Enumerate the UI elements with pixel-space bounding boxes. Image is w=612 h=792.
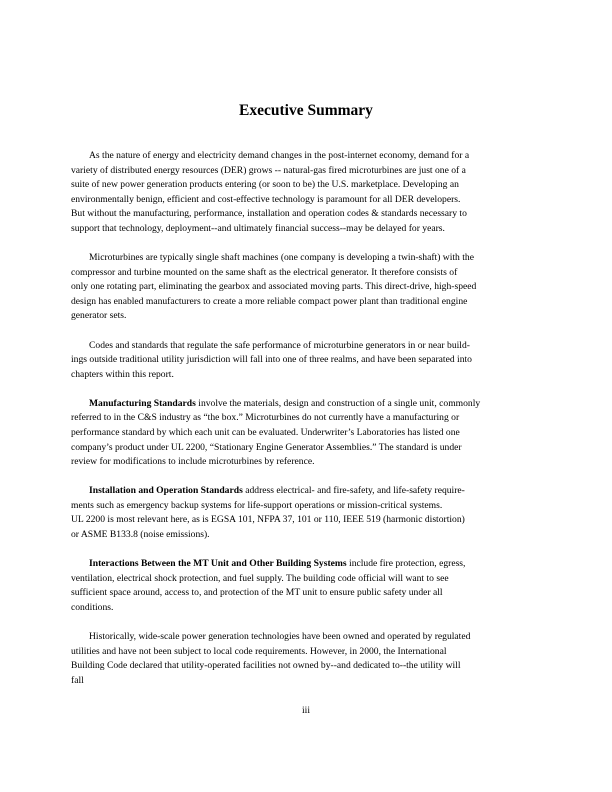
paragraph-lead-heading: Installation and Operation Standards — [89, 485, 243, 497]
paragraph-installation-operation-standards — [71, 484, 541, 542]
paragraph-line: Building Code declared that utility-operated facilities not owned by--and dedicated to--the utility will — [71, 660, 461, 672]
document-body — [71, 149, 541, 703]
paragraph-line: Historically, wide-scale power generation technologies have been owned and operated by regulated — [89, 631, 471, 643]
paragraph-3 — [71, 339, 541, 383]
paragraph-line: variety of distributed energy resources (DER) grows -- natural-gas fired microturbines are just one of a — [71, 164, 466, 176]
paragraph-line: conditions. — [71, 601, 114, 613]
paragraph-line: company’s product under UL 2200, “Stationary Engine Generator Assemblies.” The standard is under — [71, 441, 462, 453]
paragraph-line: ventilation, electrical shock protection, and fuel supply. The building code official will want to see — [71, 572, 449, 584]
paragraph-manufacturing-standards — [71, 397, 541, 470]
paragraph-line: Microturbines are typically single shaft machines (one company is developing a twin-shaft) with the — [89, 252, 474, 264]
paragraph-line: chapters within this report. — [71, 368, 174, 380]
paragraph-line: UL 2200 is most relevant here, as is EGSA 101, NFPA 37, 101 or 110, IEEE 519 (harmonic distortion) — [71, 514, 465, 526]
paragraph-line: only one rotating part, eliminating the gearbox and associated moving parts. This direct-drive, high-speed — [71, 281, 477, 293]
page-number: iii — [302, 705, 310, 716]
paragraph-line: sufficient space around, access to, and protection of the MT unit to ensure public safety under all — [71, 587, 443, 599]
paragraph-2 — [71, 251, 541, 324]
paragraph-line: fall — [71, 674, 84, 686]
paragraph-line: ings outside traditional utility jurisdiction will fall into one of three realms, and have been separated into — [71, 354, 472, 366]
paragraph-line: utilities and have not been subject to local code requirements. However, in 2000, the International — [71, 645, 447, 657]
paragraph-line: ments such as emergency backup systems for life-support operations or mission-critical systems. — [71, 499, 443, 511]
paragraph-line: suite of new power generation products entering (or soon to be) the U.S. marketplace. Developing an — [71, 179, 459, 191]
paragraph-interactions — [71, 557, 541, 615]
document-page — [71, 0, 541, 792]
paragraph-line: involve the materials, design and construction of a single unit, commonly — [195, 397, 481, 409]
paragraph-line: performance standard by which each unit can be evaluated. Underwriter’s Laboratories has listed one — [71, 427, 460, 438]
paragraph-line: Codes and standards that regulate the safe performance of microturbine generators in or near build- — [89, 339, 470, 351]
paragraph-line: generator sets. — [71, 310, 127, 322]
paragraph-line: include fire protection, egress, — [346, 558, 466, 570]
paragraph-lead-heading: Interactions Between the MT Unit and Other Building Systems — [89, 558, 347, 570]
paragraph-line: But without the manufacturing, performance, installation and operation codes & standards necessary to — [71, 208, 467, 220]
paragraph-line: design has enabled manufacturers to create a more reliable compact power plant than traditional engine — [71, 295, 468, 307]
paragraph-line: referred to in the C&S industry as “the box.” Microturbines do not currently have a manufacturing or — [71, 412, 460, 424]
paragraph-line: As the nature of energy and electricity demand changes in the post-internet economy, demand for a — [89, 150, 470, 161]
paragraph-line: review for modifications to include microturbines by reference. — [71, 456, 315, 468]
paragraph-line: address electrical- and fire-safety, and life-safety require- — [242, 485, 465, 497]
paragraph-lead-heading: Manufacturing Standards — [89, 397, 196, 409]
paragraph-line: compressor and turbine mounted on the same shaft as the electrical generator. It therefore consists of — [71, 266, 458, 278]
page-title: Executive Summary — [239, 102, 373, 119]
paragraph-1 — [71, 149, 541, 237]
paragraph-7 — [71, 630, 541, 688]
paragraph-line: or ASME B133.8 (noise emissions). — [71, 529, 210, 541]
paragraph-line: environmentally benign, efficient and cost-effective technology is paramount for all DER developers. — [71, 193, 461, 205]
paragraph-line: support that technology, deployment--and ultimately financial success--may be delayed for years. — [71, 222, 445, 234]
